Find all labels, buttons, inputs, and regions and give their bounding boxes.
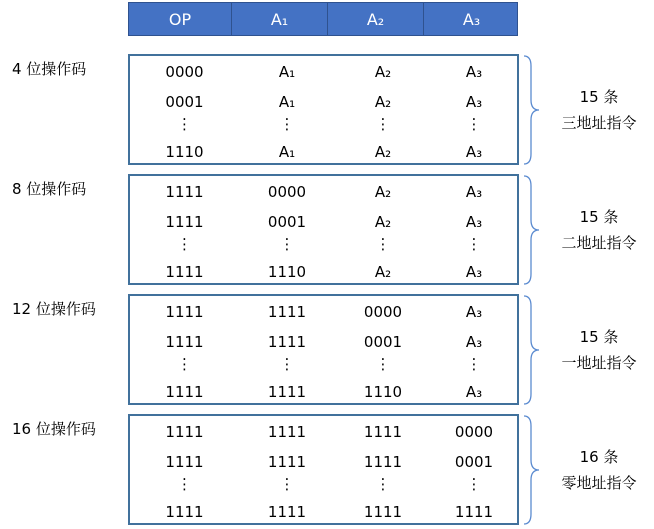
group-box: [128, 174, 519, 285]
instruction-kind: 三地址指令: [561, 114, 637, 132]
instruction-row: [130, 90, 517, 114]
field-cell: 1111: [165, 503, 204, 521]
instruction-row: [130, 112, 517, 136]
field-cell: 1111: [165, 303, 204, 321]
instruction-row: [130, 260, 517, 284]
field-cell: 1111: [267, 383, 307, 401]
instruction-count: 15 条: [579, 208, 619, 226]
field-cell: 0000: [165, 63, 204, 81]
instruction-row: [130, 232, 517, 256]
field-cell: 1111: [165, 333, 204, 351]
brace-icon: [522, 414, 544, 526]
instruction-row: [130, 450, 517, 474]
instruction-row: [130, 210, 517, 234]
instruction-kind: 二地址指令: [561, 234, 637, 252]
instruction-row: [130, 380, 517, 404]
instruction-row: [130, 300, 517, 324]
field-cell: A₂: [374, 263, 392, 281]
group-box: [128, 54, 519, 165]
instruction-row: [130, 500, 517, 524]
ellipsis-cell: ⋮: [279, 355, 295, 373]
opcode-group: [0, 294, 654, 406]
field-cell: A₃: [465, 183, 483, 201]
instruction-kind: 零地址指令: [561, 474, 637, 492]
ellipsis-cell: ⋮: [375, 235, 391, 253]
field-cell: 1110: [363, 383, 403, 401]
field-cell: A₃: [465, 383, 483, 401]
opcode-group: [0, 414, 654, 526]
instruction-row: [130, 180, 517, 204]
ellipsis-cell: ⋮: [375, 115, 391, 133]
header-row: [128, 2, 518, 36]
field-cell: 1111: [267, 423, 307, 441]
field-cell: 1111: [363, 423, 403, 441]
field-cell: 1110: [267, 263, 307, 281]
instruction-row: [130, 60, 517, 84]
field-cell: 1111: [363, 453, 403, 471]
header-a1: A₁: [232, 3, 328, 35]
field-cell: A₂: [374, 93, 392, 111]
field-cell: 1111: [165, 213, 204, 231]
field-cell: A₂: [374, 143, 392, 161]
ellipsis-cell: ⋮: [466, 475, 482, 493]
field-cell: 0001: [454, 453, 494, 471]
ellipsis-cell: ⋮: [177, 475, 192, 493]
ellipsis-cell: ⋮: [177, 115, 192, 133]
instruction-count: 16 条: [579, 448, 619, 466]
instruction-kind: 一地址指令: [561, 354, 637, 372]
field-cell: 1111: [267, 333, 307, 351]
brace-icon: [522, 174, 544, 286]
instruction-row: [130, 330, 517, 354]
instruction-row: [130, 140, 517, 164]
field-cell: 0000: [454, 423, 494, 441]
ellipsis-cell: ⋮: [375, 475, 391, 493]
opcode-group: [0, 54, 654, 166]
instruction-row: [130, 352, 517, 376]
group-label: 12 位操作码: [12, 300, 96, 318]
field-cell: A₃: [465, 263, 483, 281]
header-a3: A₃: [462, 9, 481, 29]
header-op: OP: [129, 3, 232, 35]
ellipsis-cell: ⋮: [375, 355, 391, 373]
field-cell: 1111: [267, 453, 307, 471]
field-cell: A₃: [465, 143, 483, 161]
field-cell: 1111: [363, 503, 403, 521]
field-cell: A₃: [465, 213, 483, 231]
group-box: [128, 414, 519, 525]
instruction-row: [130, 472, 517, 496]
field-cell: A₂: [374, 213, 392, 231]
ellipsis-cell: ⋮: [466, 115, 482, 133]
header-a2: A₂: [328, 3, 424, 35]
group-box: [128, 294, 519, 405]
field-cell: 0000: [267, 183, 307, 201]
field-cell: A₃: [465, 63, 483, 81]
ellipsis-cell: ⋮: [466, 355, 482, 373]
field-cell: 0001: [267, 213, 307, 231]
group-count-note: [552, 84, 646, 136]
field-cell: 1111: [454, 503, 494, 521]
group-label: 16 位操作码: [12, 420, 96, 438]
field-cell: A₁: [278, 63, 296, 81]
instruction-count: 15 条: [579, 88, 619, 106]
field-cell: A₃: [465, 303, 483, 321]
field-cell: 1111: [165, 263, 204, 281]
field-cell: A₂: [374, 183, 392, 201]
brace-icon: [522, 294, 544, 406]
opcode-group: [0, 174, 654, 286]
group-count-note: [552, 444, 646, 496]
ellipsis-cell: ⋮: [177, 355, 192, 373]
field-cell: A₂: [374, 63, 392, 81]
field-cell: 1111: [165, 453, 204, 471]
field-cell: 0000: [363, 303, 403, 321]
ellipsis-cell: ⋮: [279, 115, 295, 133]
field-cell: A₃: [465, 333, 483, 351]
field-cell: 1111: [165, 183, 204, 201]
field-cell: A₁: [278, 93, 296, 111]
field-cell: 1111: [165, 423, 204, 441]
field-cell: A₁: [278, 143, 296, 161]
field-cell: 1110: [165, 143, 204, 161]
ellipsis-cell: ⋮: [279, 475, 295, 493]
group-count-note: [552, 204, 646, 256]
field-cell: 1111: [267, 303, 307, 321]
group-count-note: [552, 324, 646, 376]
field-cell: 1111: [267, 503, 307, 521]
ellipsis-cell: ⋮: [177, 235, 192, 253]
ellipsis-cell: ⋮: [279, 235, 295, 253]
group-label: 4 位操作码: [12, 60, 87, 78]
instruction-row: [130, 420, 517, 444]
instruction-count: 15 条: [579, 328, 619, 346]
group-label: 8 位操作码: [12, 180, 87, 198]
field-cell: 0001: [165, 93, 204, 111]
brace-icon: [522, 54, 544, 166]
field-cell: A₃: [465, 93, 483, 111]
field-cell: 1111: [165, 383, 204, 401]
field-cell: 0001: [363, 333, 403, 351]
ellipsis-cell: ⋮: [466, 235, 482, 253]
